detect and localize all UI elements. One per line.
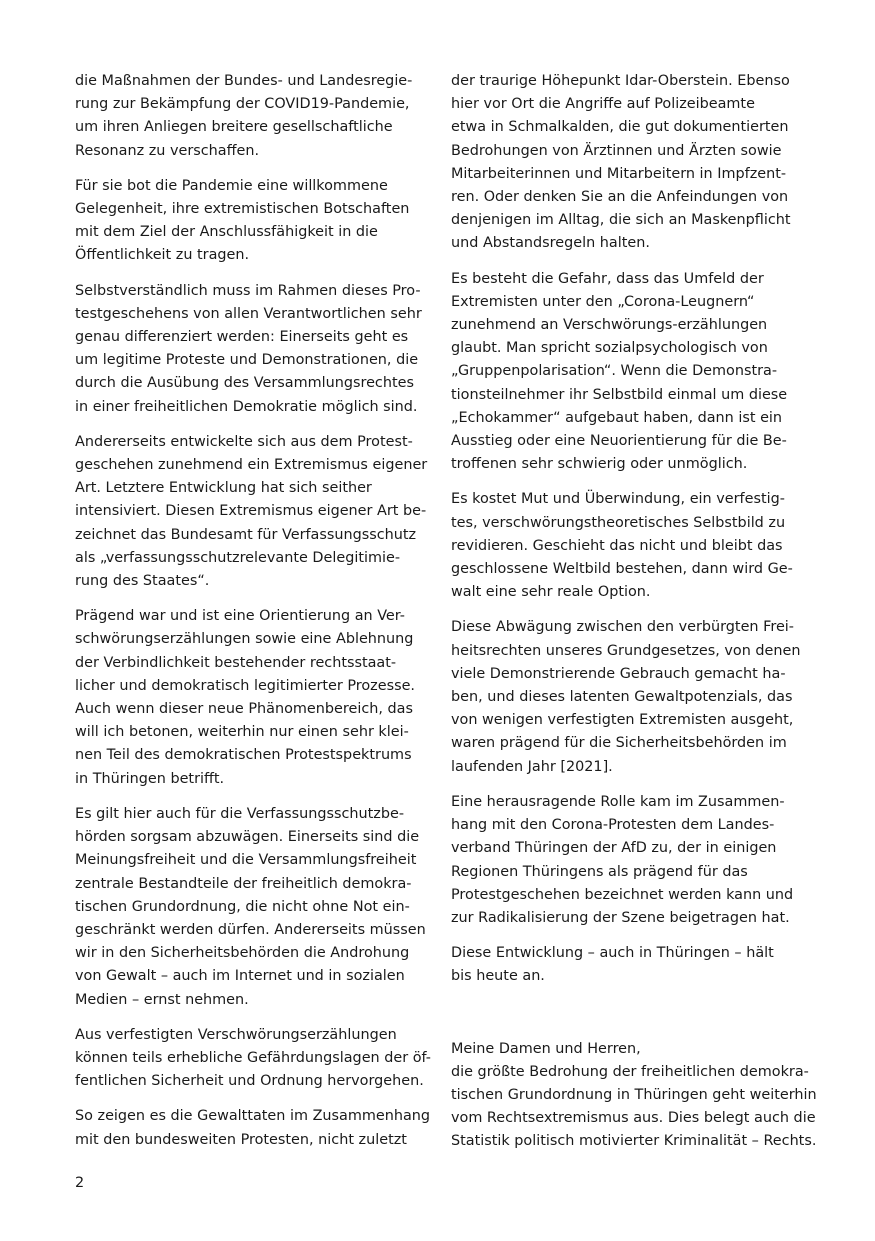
text-line: will ich betonen, weiterhin nur einen sehr klei- xyxy=(75,724,409,741)
text-line: Statistik politisch motivierter Kriminalität – Rechts. xyxy=(451,1133,817,1150)
text-line: hier vor Ort die Angriffe auf Polizeibeamte xyxy=(451,96,755,113)
text-line: Mitarbeiterinnen und Mitarbeitern in Impfzent- xyxy=(451,165,787,182)
paragraph xyxy=(75,280,427,419)
text-line: und Abstandsregeln halten. xyxy=(451,235,650,252)
text-line: glaubt. Man spricht sozialpsychologisch von xyxy=(451,340,768,357)
text-line: von wenigen verfestigten Extremisten ausgeht, xyxy=(451,712,794,729)
text-line: Ausstieg oder eine Neuorientierung für die Be- xyxy=(451,433,787,450)
text-line: Extremisten unter den „Corona-Leugnern“ xyxy=(451,293,755,310)
text-line: um ihren Anliegen breitere gesellschaftliche xyxy=(75,119,393,136)
text-line: ren. Oder denken Sie an die Anfeindungen von xyxy=(451,189,789,206)
text-line: der Verbindlichkeit bestehender rechtsstaat- xyxy=(75,654,397,671)
text-line: ben, und dieses latenten Gewaltpotenzials, das xyxy=(451,689,793,706)
text-line: Art. Letztere Entwicklung hat sich seither xyxy=(75,480,372,497)
text-line: mit den bundesweiten Protesten, nicht zuletzt xyxy=(75,1131,407,1148)
text-line: „Gruppenpolarisation“. Wenn die Demonstra- xyxy=(451,363,778,380)
text-line: Es besteht die Gefahr, dass das Umfeld der xyxy=(451,270,764,287)
text-line: Selbstverständlich muss im Rahmen dieses Pro- xyxy=(75,282,421,299)
text-line: zentrale Bestandteile der freiheitlich demokra- xyxy=(75,875,412,892)
text-line: schwörungserzählungen sowie eine Ablehnung xyxy=(75,631,414,648)
paragraph xyxy=(75,1024,431,1094)
text-line: können teils erhebliche Gefährdungslagen der öf- xyxy=(75,1049,431,1066)
text-line: intensiviert. Diesen Extremismus eigener Art be- xyxy=(75,503,427,520)
text-line: Gelegenheit, ihre extremistischen Botschaften xyxy=(75,201,410,218)
text-line: rung zur Bekämpfung der COVID19-Pandemie, xyxy=(75,96,410,113)
text-line: Medien – ernst nehmen. xyxy=(75,991,249,1008)
right-text-block-bottom xyxy=(451,1038,817,1154)
left-text-column xyxy=(75,70,431,1164)
text-line: nen Teil des demokratischen Protestspektrums xyxy=(75,747,412,764)
text-line: genau differenziert werden: Einerseits geht es xyxy=(75,329,409,346)
paragraph xyxy=(75,175,427,268)
paragraph-gap xyxy=(451,1001,803,1038)
text-line: Bedrohungen von Ärztinnen und Ärzten sowie xyxy=(451,142,782,159)
text-line: in Thüringen betrifft. xyxy=(75,770,225,787)
text-line: licher und demokratisch legitimierter Prozesse. xyxy=(75,677,416,694)
paragraph xyxy=(75,70,427,163)
text-line: heitsrechten unseres Grundgesetzes, von denen xyxy=(451,642,801,659)
paragraph xyxy=(75,803,427,1012)
paragraph xyxy=(75,431,427,593)
text-line: bis heute an. xyxy=(451,968,545,985)
paragraph xyxy=(75,1105,431,1151)
text-line: Meine Damen und Herren, xyxy=(451,1040,641,1057)
text-line: denjenigen im Alltag, die sich an Maskenpflicht xyxy=(451,212,791,229)
text-line: revidieren. Geschieht das nicht und bleibt das xyxy=(451,537,783,554)
text-line: Es kostet Mut und Überwindung, ein verfestig- xyxy=(451,491,785,508)
text-line: walt eine sehr reale Option. xyxy=(451,584,651,601)
text-line: hörden sorgsam abzuwägen. Einerseits sind die xyxy=(75,829,420,846)
text-line: Protestgeschehen bezeichnet werden kann und xyxy=(451,886,794,903)
paragraph xyxy=(451,1038,817,1154)
paragraph xyxy=(75,605,427,791)
text-line: Regionen Thüringens als prägend für das xyxy=(451,863,748,880)
text-line: tischen Grundordnung in Thüringen geht weiterhin xyxy=(451,1086,817,1103)
text-line: testgeschehens von allen Verantwortlichen sehr xyxy=(75,305,422,322)
text-line: waren prägend für die Sicherheitsbehörden im xyxy=(451,735,787,752)
text-line: fentlichen Sicherheit und Ordnung hervorgehen. xyxy=(75,1073,424,1090)
text-line: „Echokammer“ aufgebaut haben, dann ist ein xyxy=(451,409,783,426)
text-line: tionsteilnehmer ihr Selbstbild einmal um diese xyxy=(451,386,788,403)
text-line: verband Thüringen der AfD zu, der in einigen xyxy=(451,840,777,857)
text-line: tischen Grundordnung, die nicht ohne Not ein- xyxy=(75,898,410,915)
text-line: zur Radikalisierung der Szene beigetragen hat. xyxy=(451,909,790,926)
text-line: Prägend war und ist eine Orientierung an Ver- xyxy=(75,608,405,625)
text-line: hang mit den Corona-Protesten dem Landes- xyxy=(451,817,775,834)
text-line: Aus verfestigten Verschwörungserzählungen xyxy=(75,1026,397,1043)
text-line: wir in den Sicherheitsbehörden die Androhung xyxy=(75,945,410,962)
page-number: 2 xyxy=(75,1175,85,1191)
text-line: Diese Entwicklung – auch in Thüringen – hält xyxy=(451,945,774,962)
text-line: So zeigen es die Gewalttaten im Zusammenhang xyxy=(75,1108,431,1125)
paragraph xyxy=(451,268,803,477)
paragraph xyxy=(451,488,803,604)
paragraph xyxy=(451,616,803,778)
text-line: etwa in Schmalkalden, die gut dokumentierten xyxy=(451,119,789,136)
text-line: durch die Ausübung des Versammlungsrechtes xyxy=(75,375,414,392)
text-line: geschehen zunehmend ein Extremismus eigener xyxy=(75,457,428,474)
text-line: in einer freiheitlichen Demokratie möglich sind. xyxy=(75,398,418,415)
text-line: Diese Abwägung zwischen den verbürgten Frei- xyxy=(451,619,794,636)
text-line: von Gewalt – auch im Internet und in sozialen xyxy=(75,968,405,985)
paragraph xyxy=(451,791,803,930)
text-line: zunehmend an Verschwörungs-erzählungen xyxy=(451,317,768,334)
text-line: Öffentlichkeit zu tragen. xyxy=(75,247,250,264)
text-line: Andererseits entwickelte sich aus dem Protest- xyxy=(75,433,413,450)
text-line: Für sie bot die Pandemie eine willkommene xyxy=(75,177,388,194)
paragraph xyxy=(451,942,803,988)
text-line: mit dem Ziel der Anschlussfähigkeit in die xyxy=(75,224,378,241)
text-line: rung des Staates“. xyxy=(75,573,210,590)
text-line: vom Rechtsextremismus aus. Dies belegt auch die xyxy=(451,1110,816,1127)
text-line: Resonanz zu verschaffen. xyxy=(75,142,260,159)
text-line: Es gilt hier auch für die Verfassungsschutzbe- xyxy=(75,805,405,822)
text-line: geschränkt werden dürfen. Andererseits müssen xyxy=(75,921,426,938)
text-line: troffenen sehr schwierig oder unmöglich. xyxy=(451,456,748,473)
text-line: viele Demonstrierende Gebrauch gemacht ha- xyxy=(451,665,786,682)
text-line: die Maßnahmen der Bundes- und Landesregie- xyxy=(75,73,413,89)
text-line: Meinungsfreiheit und die Versammlungsfreiheit xyxy=(75,852,417,869)
text-line: zeichnet das Bundesamt für Verfassungsschutz xyxy=(75,526,417,543)
text-line: Eine herausragende Rolle kam im Zusammen- xyxy=(451,793,785,810)
text-line: tes, verschwörungstheoretisches Selbstbild zu xyxy=(451,514,786,531)
text-line: als „verfassungsschutzrelevante Delegitimie- xyxy=(75,549,401,566)
right-text-block-top xyxy=(451,70,803,989)
text-line: geschlossene Weltbild bestehen, dann wird Ge- xyxy=(451,561,793,578)
text-line: der traurige Höhepunkt Idar-Oberstein. Ebenso xyxy=(451,73,790,89)
text-line: um legitime Proteste und Demonstrationen, die xyxy=(75,352,419,369)
text-line: die größte Bedrohung der freiheitlichen demokra- xyxy=(451,1063,809,1080)
paragraph xyxy=(451,70,803,256)
text-line: laufenden Jahr [2021]. xyxy=(451,758,613,775)
text-line: Auch wenn dieser neue Phänomenbereich, das xyxy=(75,701,413,718)
right-text-column xyxy=(451,70,817,1166)
